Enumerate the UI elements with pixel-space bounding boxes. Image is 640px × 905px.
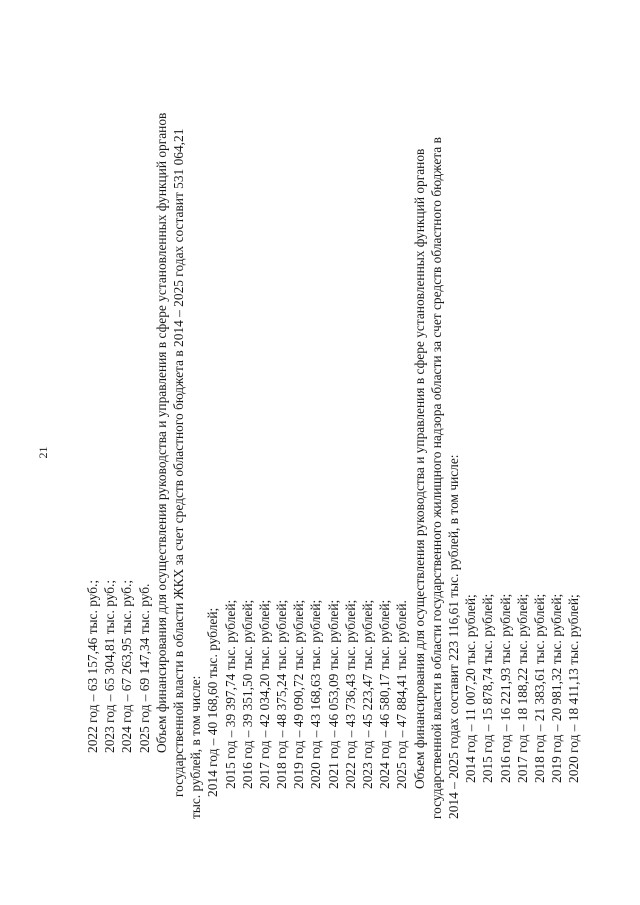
text-line: 2015 год – 15 878,74 тыс. рублей; [480,593,496,783]
text-line: государственной власти в области ЖКХ за счет средств областного бюджета в 2014 – 2025 годах составит 531 064,21 [170,128,186,797]
text-line: 2016 год – 39 351,50 тыс. рублей; [239,599,255,789]
text-line: 2019 год – 49 090,72 тыс. рублей; [291,599,307,789]
text-line: 2023 год – 45 223,47 тыс. рублей; [360,599,375,789]
text-line: 2017 год – 18 188,22 тыс. рублей; [514,593,530,783]
text-line: 2020 год – 43 168,63 тыс. рублей; [308,599,324,789]
text-line: 2014 год – 11 007,20 тыс. рублей; [463,594,479,783]
text-line: 2017 год – 42 034,20 тыс. рублей; [256,599,272,789]
text-line: 2024 год – 67 263,95 тыс. руб.; [119,579,135,753]
text-line: 2023 год – 65 304,81 тыс. руб.; [102,579,118,753]
text-line: 2014 – 2025 годах составит 223 116,61 тыс. рублей, в том числе: [445,454,461,819]
text-line: 2025 год – 69 147,34 тыс. руб. [136,583,152,753]
text-line: 2021 год – 46 053,09 тыс. рублей; [325,599,341,789]
text-line: Объем финансирования для осуществления руководства и управления в сфере установленных функций органов [411,148,427,789]
page-number: 21 [36,446,50,459]
text-line: тыс. рублей, в том числе: [188,675,204,819]
text-line: 2019 год – 20 981,32 тыс. рублей; [549,593,565,783]
text-line: 2022 год – 63 157,46 тыс. руб.; [85,579,100,753]
text-line: 2016 год – 16 221,93 тыс. рублей; [497,593,513,783]
text-line: 2014 год – 40 168,60 тыс. рублей; [205,607,221,797]
text-line: 2015 год – 39 397,74 тыс. рублей; [222,599,238,789]
text-line: Объем финансирования для осуществления руководства и управления в сфере установленных функций органов [153,112,169,753]
document-body [84,59,582,819]
text-line: 2024 год – 46 580,17 тыс. рублей; [377,599,393,789]
text-line: 2025 год – 47 884,41 тыс. рублей. [394,600,410,789]
text-line: 2018 год – 21 383,61 тыс. рублей; [531,593,547,783]
text-line: государственной власти в области государственного жилищного надзора области за счет средств областного бюджета в [428,137,444,819]
text-line: 2022 год – 43 736,43 тыс. рублей; [342,599,358,789]
text-line: 2018 год – 48 375,24 тыс. рублей; [274,599,290,789]
text-line: 2020 год – 18 411,13 тыс. рублей; [566,594,582,783]
